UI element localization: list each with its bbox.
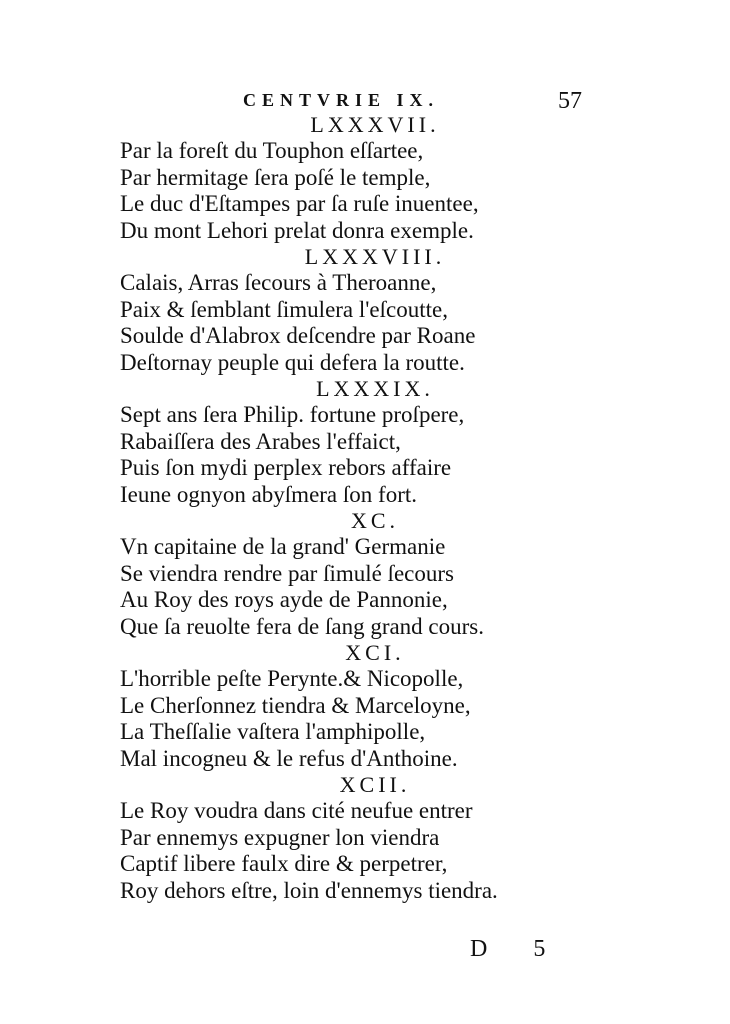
verse-line: Au Roy des roys ayde de Pannonie, [120,587,448,612]
quatrain-87 [0,112,730,244]
quatrain-88 [0,244,730,376]
verse-line: Le Cherſonnez tiendra & Marceloyne, [120,692,471,718]
quatrain-92 [0,772,730,904]
verse-line: Mal incogneu & le refus d'Anthoine. [120,745,458,771]
quatrain-number: XCII. [339,772,411,797]
verse-line: Par la foreſt du Touphon eſſartee, [120,138,424,163]
quatrain-list [0,112,730,904]
verse-line: Ieune ognyon abyſmera ſon fort. [120,481,417,507]
verse-line: Calais, Arras ſecours à Theroanne, [120,270,437,295]
verse-line: Captif libere faulx dire & perpetrer, [120,851,448,876]
quatrain-number: XC. [350,508,400,533]
running-title: CENTVRIE IX. [243,90,440,110]
verse-line: Par ennemys expugner lon viendra [120,824,440,850]
verse-line: Rabaiſſera des Arabes l'effaict, [120,428,401,454]
verse-line: Soulde d'Alabrox deſcendre par Roane [120,323,476,348]
quatrain-number: LXXXIX. [316,376,434,401]
quatrain-number: LXXXVII. [310,112,440,137]
quatrain-number: XCI. [345,640,405,665]
verse-line: Sept ans ſera Philip. fortune proſpere, [120,402,465,427]
verse-line: Deſtornay peuple qui defera la routte. [120,349,465,375]
verse-line: Par hermitage ſera poſé le temple, [120,164,431,190]
verse-line: Puis ſon mydi perplex rebors affaire [120,455,452,480]
verse-line: Du mont Lehori prelat donra exemple. [120,217,474,243]
quatrain-90 [0,508,730,640]
page-number: 57 [558,88,582,114]
quatrain-number: LXXXVIII. [304,244,446,269]
quatrain-89 [0,376,730,508]
verse-line: Le duc d'Eſtampes par ſa ruſe inuentee, [120,191,479,216]
verse-line: Paix & ſemblant ſimulera l'eſcoutte, [120,296,448,322]
verse-line: Que ſa reuolte fera de ſang grand cours. [120,613,485,639]
quatrain-91 [0,640,730,772]
signature-mark: D 5 [470,936,566,962]
verse-line: Roy dehors eſtre, loin d'ennemys tiendra. [120,877,498,903]
verse-line: Le Roy voudra dans cité neufue entrer [120,798,473,823]
verse-line: L'horrible peſte Perynte.& Nicopolle, [120,666,464,691]
verse-line: Se viendra rendre par ſimulé ſecours [120,560,455,586]
verse-line: Vn capitaine de la grand' Germanie [120,534,446,559]
verse-line: La Theſſalie vaſtera l'amphipolle, [120,719,426,744]
